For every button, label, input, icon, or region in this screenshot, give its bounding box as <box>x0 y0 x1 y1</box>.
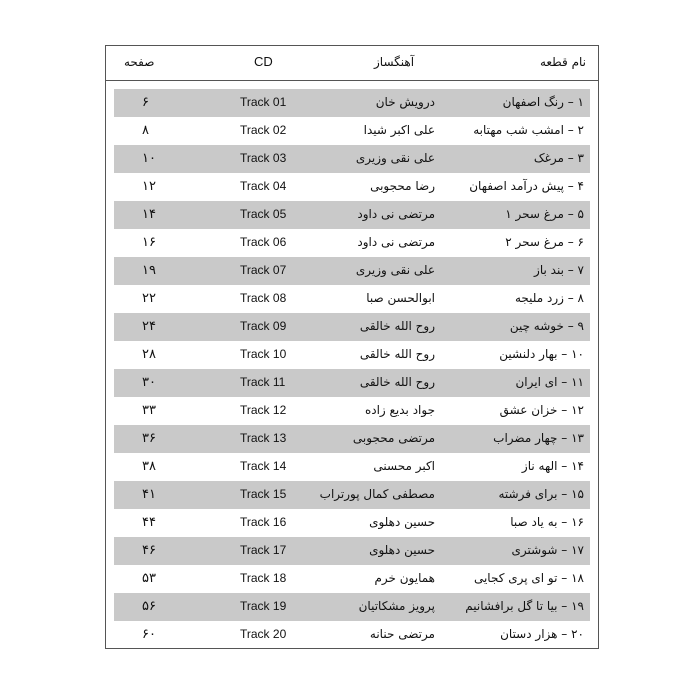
header-cd: CD <box>254 54 273 69</box>
cd-track: Track 15 <box>240 487 287 501</box>
header-composer: آهنگساز <box>374 55 415 69</box>
cd-track: Track 03 <box>240 151 287 165</box>
composer: حسین دهلوی <box>369 515 435 529</box>
track-name: ۱۵ – برای فرشته <box>498 487 584 501</box>
table-row <box>114 341 590 369</box>
table-row <box>114 397 590 425</box>
track-name: ۴ – پیش درآمد اصفهان <box>469 179 584 193</box>
track-name: ۷ – بند باز <box>534 263 584 277</box>
page-number: ۴۴ <box>142 515 156 530</box>
table-row <box>114 537 590 565</box>
track-name: ۱ – رنگ اصفهان <box>502 95 584 109</box>
composer: مصطفی کمال پورتراب <box>319 487 435 501</box>
composer: مرتضی نی داود <box>357 235 435 249</box>
cd-track: Track 07 <box>240 263 287 277</box>
cd-track: Track 14 <box>240 459 287 473</box>
track-name: ۲۰ – هزار دستان <box>500 627 584 641</box>
cd-track: Track 11 <box>240 375 286 389</box>
track-name: ۱۱ – ای ایران <box>515 375 584 389</box>
cd-track: Track 02 <box>240 123 287 137</box>
page-number: ۶ <box>142 95 149 110</box>
track-name: ۱۳ – چهار مضراب <box>493 431 584 445</box>
track-name: ۲ – امشب شب مهتابه <box>473 123 584 137</box>
table-row <box>114 173 590 201</box>
composer: مرتضی حنانه <box>369 627 435 641</box>
cd-track: Track 20 <box>240 627 287 641</box>
cd-track: Track 10 <box>240 347 287 361</box>
cd-track: Track 19 <box>240 599 287 613</box>
page-number: ۱۴ <box>142 207 156 222</box>
composer: اکبر محسنی <box>373 459 435 473</box>
page-number: ۱۶ <box>142 235 156 250</box>
table-row <box>114 257 590 285</box>
track-name: ۱۷ – شوشتری <box>511 543 584 557</box>
page-number: ۱۰ <box>142 151 156 166</box>
table-row <box>114 89 590 117</box>
track-name: ۶ – مرغ سحر ۲ <box>505 235 584 249</box>
table-row <box>114 117 590 145</box>
composer: علی نقی وزیری <box>355 263 435 277</box>
track-name: ۱۹ – بیا تا گل برافشانیم <box>465 599 584 613</box>
table-row <box>114 621 590 649</box>
track-name: ۹ – خوشه چین <box>509 319 584 333</box>
cd-track: Track 05 <box>240 207 287 221</box>
table-header <box>106 46 598 81</box>
composer: پرویز مشکاتیان <box>358 599 435 613</box>
table-row <box>114 509 590 537</box>
cd-track: Track 08 <box>240 291 287 305</box>
table-row <box>114 369 590 397</box>
page-number: ۲۴ <box>142 319 156 334</box>
table-row <box>114 453 590 481</box>
cd-track: Track 04 <box>240 179 287 193</box>
cd-track: Track 12 <box>240 403 287 417</box>
track-name: ۱۰ – بهار دلنشین <box>499 347 584 361</box>
composer: علی اکبر شیدا <box>363 123 435 137</box>
page-number: ۱۲ <box>142 179 156 194</box>
header-page: صفحه <box>124 55 155 69</box>
page-number: ۳۸ <box>142 459 156 474</box>
composer: مرتضی نی داود <box>357 207 435 221</box>
track-name: ۱۴ – الهه ناز <box>521 459 584 473</box>
page-number: ۵۳ <box>142 571 156 586</box>
composer: روح الله خالقی <box>359 375 435 389</box>
page-number: ۳۳ <box>142 403 156 418</box>
table-row <box>114 285 590 313</box>
page-number: ۴۱ <box>142 487 156 502</box>
page-number: ۶۰ <box>142 627 156 642</box>
table-row <box>114 593 590 621</box>
page-number: ۵۶ <box>142 599 156 614</box>
cd-track: Track 18 <box>240 571 287 585</box>
table-row <box>114 565 590 593</box>
composer: رضا محجوبی <box>370 179 435 193</box>
page-number: ۳۰ <box>142 375 156 390</box>
cd-track: Track 01 <box>240 95 287 109</box>
cd-track: Track 13 <box>240 431 287 445</box>
table-row <box>114 481 590 509</box>
cd-track: Track 09 <box>240 319 287 333</box>
track-name: ۱۲ – خزان عشق <box>499 403 584 417</box>
track-name: ۱۸ – تو ای پری کجایی <box>473 571 584 585</box>
table-body <box>114 89 590 649</box>
page-number: ۱۹ <box>142 263 156 278</box>
composer: حسین دهلوی <box>369 543 435 557</box>
composer: روح الله خالقی <box>359 347 435 361</box>
track-name: ۳ – مرغک <box>533 151 584 165</box>
cd-track: Track 06 <box>240 235 287 249</box>
table-row <box>114 313 590 341</box>
composer: درویش خان <box>375 95 435 109</box>
page-number: ۴۶ <box>142 543 156 558</box>
track-table <box>105 45 599 649</box>
track-name: ۸ – زرد ملیجه <box>514 291 584 305</box>
table-row <box>114 425 590 453</box>
track-name: ۱۶ – به یاد صبا <box>510 515 584 529</box>
table-row <box>114 229 590 257</box>
composer: جواد بدیع زاده <box>364 403 435 417</box>
composer: علی نقی وزیری <box>355 151 435 165</box>
cd-track: Track 17 <box>240 543 287 557</box>
composer: ابوالحسن صبا <box>366 291 435 305</box>
header-track-name: نام قطعه <box>539 55 586 69</box>
page-number: ۳۶ <box>142 431 156 446</box>
page-number: ۲۲ <box>142 291 156 306</box>
cd-track: Track 16 <box>240 515 287 529</box>
table-row <box>114 145 590 173</box>
page-number: ۲۸ <box>142 347 156 362</box>
track-name: ۵ – مرغ سحر ۱ <box>505 207 584 221</box>
composer: مرتضی محجوبی <box>352 431 435 445</box>
page-number: ۸ <box>142 123 149 138</box>
composer: روح الله خالقی <box>359 319 435 333</box>
composer: همایون خرم <box>374 571 435 585</box>
table-row <box>114 201 590 229</box>
